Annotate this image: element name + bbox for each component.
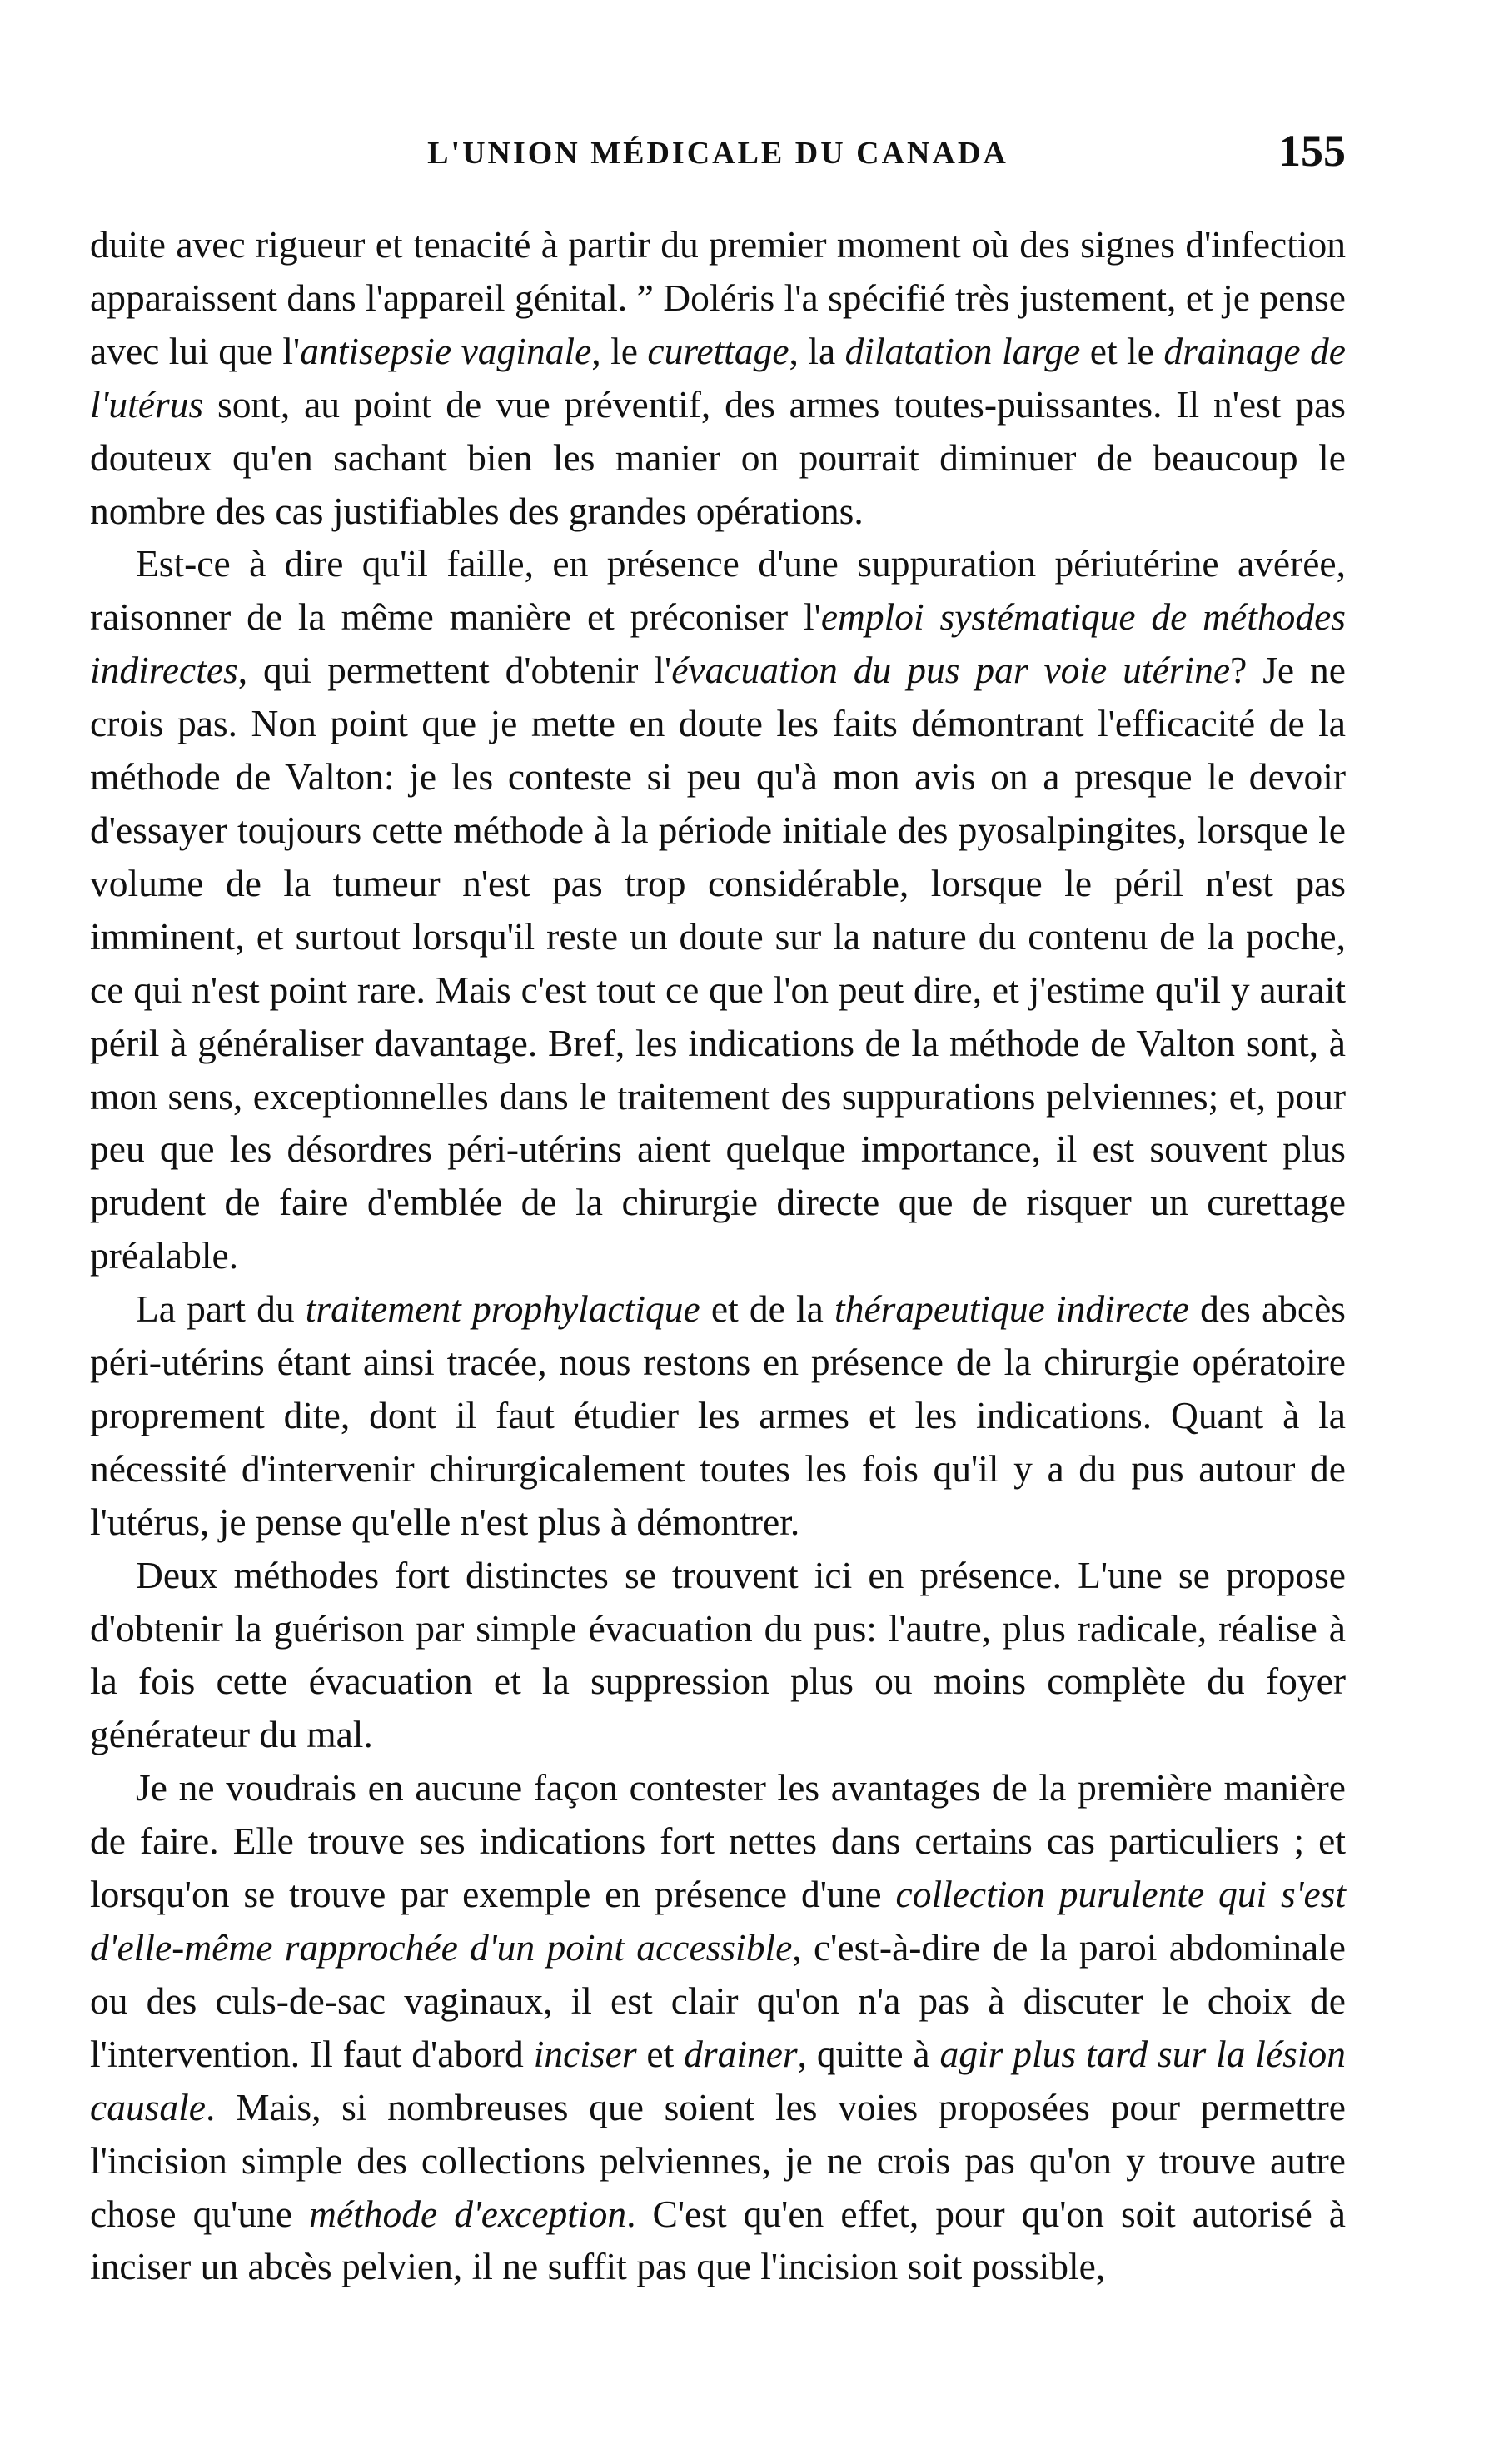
text-run: , c'est-à-dire de la paroi abdominale ou des culs-de-sac vaginaux, il est clair qu'on n'a pas à discuter le choix de l'intervention. Il faut d'abord — [90, 1926, 1346, 2075]
text-run: . C'est qu'en effet, pour qu'on soit autorisé à inciser un abcès pelvien, il ne suffit pas que l'incision soit possible, — [90, 2192, 1347, 2288]
italic-run: traitement prophylactique — [305, 1287, 700, 1331]
italic-run: emploi systématique de méthodes indirectes — [90, 595, 1346, 692]
paragraph — [90, 1761, 1346, 2293]
text-run: , la — [789, 329, 845, 372]
italic-run: thérapeutique indirecte — [834, 1287, 1189, 1331]
italic-run: curettage — [647, 329, 789, 372]
italic-run: dilatation large — [844, 329, 1081, 372]
text-run: , quitte à — [797, 2032, 940, 2075]
text-run: ? Je ne crois pas. Non point que je mette en doute les faits démontrant l'efficacité de la méthode de Valton: je les conteste si peu qu'à mon avis on a presque le devoir d'essayer toujours cette méthode à la période initiale des pyosalpingites, lorsque le volume de la tumeur n'est pas trop considérable, lorsque le péril n'est pas imminent, et surtout lorsqu'il reste un doute sur la nature du contenu de la poche, ce qui n'est point rare. Mais c'est tout ce que l'on peut dire, et j'estime qu'il y aurait péril à généraliser davantage. Bref, les indications de la méthode de Valton sont, à mon sens, exceptionnelles dans le traitement des suppurations pelviennes; et, pour peu que les désordres péri-utérins aient quelque importance, il est souvent plus prudent de faire d'emblée de la chirurgie directe que de risquer un curettage préalable. — [90, 649, 1346, 1277]
text-run: et le — [1080, 329, 1164, 372]
italic-run: évacuation du pus par voie utérine — [671, 649, 1231, 692]
text-run: Est-ce à dire qu'il faille, en présence d'une suppuration périutérine avérée, raisonner de la même manière et préconiser l' — [90, 542, 1346, 639]
text-run: . Mais, si nombreuses que soient les voies proposées pour permettre l'incision simple des collections pelviennes, je ne crois pas qu'on y trouve autre chose qu'une — [90, 2085, 1346, 2235]
article-body — [90, 218, 1346, 2293]
paragraph — [90, 1549, 1346, 1762]
italic-run: drainage de l'utérus — [90, 329, 1346, 426]
italic-run: agir plus tard sur la lésion causale — [90, 2032, 1346, 2128]
running-title: L'UNION MÉDICALE DU CANADA — [427, 136, 1008, 171]
page-number: 155 — [1278, 126, 1346, 176]
text-run: sont, au point de vue préventif, des armes toutes-puissantes. Il n'est pas douteux qu'en sachant bien les manier on pourrait diminuer de beaucoup le nombre des cas justifiables des grandes opérations. — [90, 382, 1346, 532]
text-run: , le — [591, 329, 648, 372]
text-run: La part du — [136, 1287, 306, 1331]
paragraph — [90, 1282, 1346, 1549]
page-header — [90, 125, 1346, 183]
paragraph — [90, 218, 1346, 537]
text-run: et de la — [700, 1287, 835, 1331]
text-run: Je ne voudrais en aucune façon contester les avantages de la première manière de faire. Elle trouve ses indications fort nettes dans certains cas particuliers ; et lorsqu'on se trouve par exemple en présence d'une — [90, 1766, 1346, 1916]
italic-run: antisepsie vaginale — [300, 329, 592, 372]
text-run: , qui permettent d'obtenir l' — [237, 649, 672, 692]
text-run: et — [636, 2032, 685, 2075]
text-run: Deux méthodes fort distinctes se trouvent ici en présence. L'une se propose d'obtenir la guérison par simple évacuation du pus: l'autre, plus radicale, réalise à la fois cette évacuation et la suppression plus ou moins complète du foyer générateur du mal. — [90, 1553, 1346, 1756]
text-run: des abcès péri-utérins étant ainsi tracée, nous restons en présence de la chirurgie opératoire proprement dite, dont il faut étudier les armes et les indications. Quant à la nécessité d'intervenir chirurgicalement toutes les fois qu'il y a du pus autour de l'utérus, je pense qu'elle n'est plus à démontrer. — [90, 1287, 1347, 1543]
paragraph — [90, 537, 1346, 1282]
italic-run: drainer — [684, 2032, 798, 2075]
italic-run: inciser — [533, 2032, 637, 2075]
italic-run: méthode d'exception — [309, 2192, 627, 2235]
italic-run: collection purulente qui s'est d'elle-même rapprochée d'un point accessible — [90, 1873, 1347, 1969]
text-run: duite avec rigueur et tenacité à partir du premier moment où des signes d'infection apparaissent dans l'appareil génital. ” Doléris l'a spécifié très justement, et je pense avec lui que l' — [90, 223, 1346, 372]
